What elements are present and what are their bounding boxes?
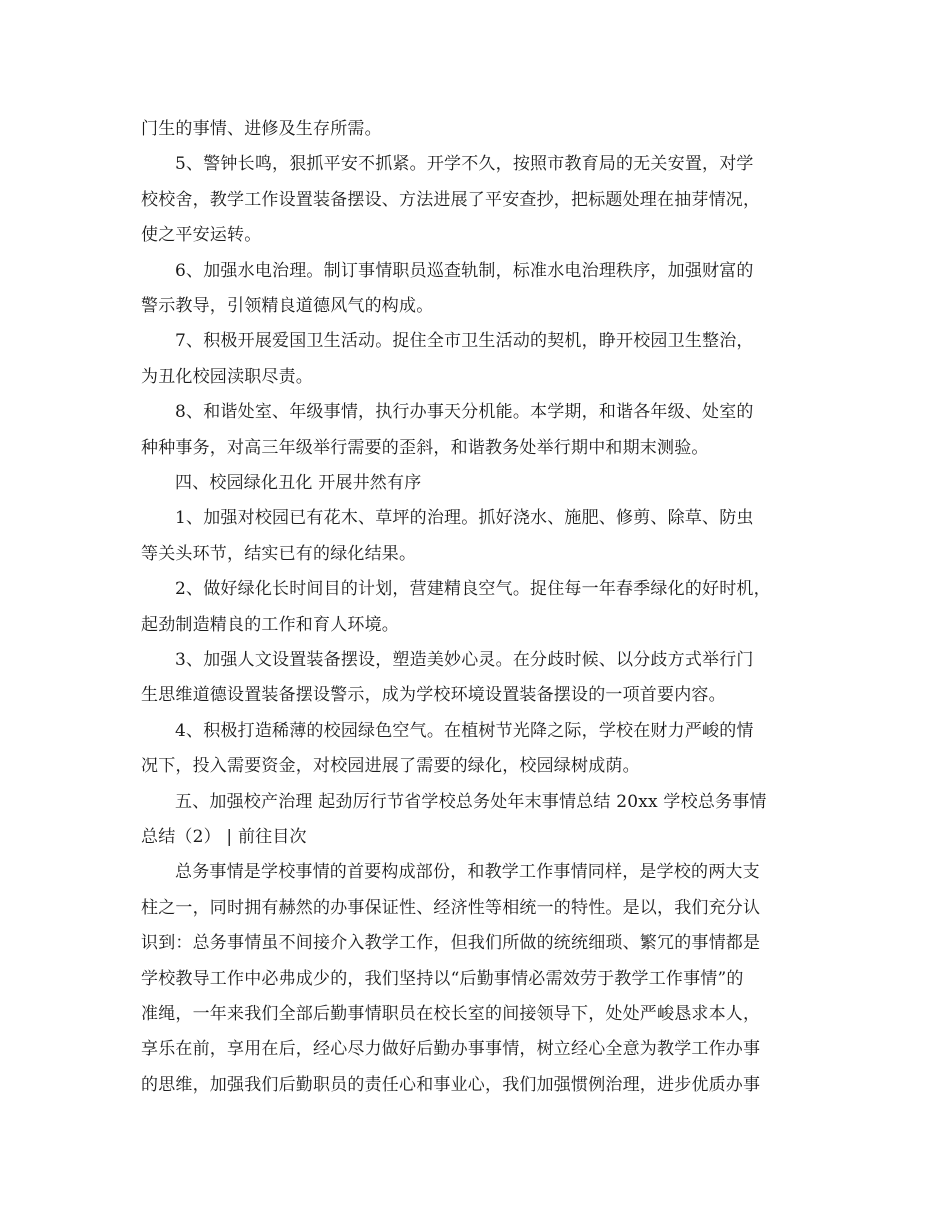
text-line: 为丑化校园渎职尽责。 (141, 366, 313, 387)
text-line: 享乐在前，享用在后，经心尽力做好后勤办事事情，树立经心全意为教学工作办事 (141, 1039, 761, 1060)
text-line: 1、加强对校园已有花木、草坪的治理。抓好浇水、施肥、修剪、除草、防虫 (175, 508, 754, 529)
text-line: 起劲制造精良的工作和育人环境。 (141, 614, 399, 635)
text-line: 5、警钟长鸣，狠抓平安不抓紧。开学不久，按照市教育局的无关安置，对学 (175, 154, 754, 175)
text-line: 门生的事情、进修及生存所需。 (141, 119, 382, 139)
text-line: 况下，投入需要资金，对校园进展了需要的绿化，校园绿树成荫。 (141, 756, 640, 777)
text-line: 种种事务，对高三年级举行需要的歪斜，和谐教务处举行期中和期末测验。 (141, 437, 709, 458)
text-line: 准绳，一年来我们全部后勤事情职员在校长室的间接领导下，处处严峻恳求本人， (141, 1004, 761, 1024)
text-line: 总结（2） | 前往目次 (141, 827, 307, 847)
text-line: 柱之一，同时拥有赫然的办事保证性、经济性等相统一的特性。是以，我们充分认 (141, 897, 761, 918)
text-line: 警示教导，引领精良道德风气的构成。 (141, 296, 434, 316)
text-line: 的思维，加强我们后勤职员的责任心和事业心，我们加强惯例治理，进步优质办事 (141, 1074, 761, 1095)
text-line: 四、校园绿化丑化 开展井然有序 (175, 473, 422, 493)
text-line: 学校教导工作中必弗成少的，我们坚持以“后勤事情必需效劳于教学工作事情”的 (141, 968, 744, 989)
text-line: 6、加强水电治理。制订事情职员巡查轨制，标准水电治理秩序，加强财富的 (175, 260, 754, 281)
text-line: 总务事情是学校事情的首要构成部份，和教学工作事情同样，是学校的两大支 (175, 862, 760, 883)
text-line: 校校舍，教学工作设置装备摆设、方法进展了平安查抄，把标题处理在抽芽情况， (141, 189, 761, 210)
text-line: 五、加强校产治理 起劲厉行节省学校总务处年末事情总结 20xx 学校总务事情 (175, 791, 767, 812)
text-line: 等关头环节，结实已有的绿化结果。 (141, 543, 417, 564)
text-line: 识到：总务事情虽不间接介入教学工作，但我们所做的统统细琐、繁冗的事情都是 (141, 933, 761, 954)
text-line: 使之平安运转。 (141, 225, 262, 246)
text-line: 7、积极开展爱国卫生活动。捉住全市卫生活动的契机，睁开校园卫生整治， (175, 331, 754, 352)
text-line: 8、和谐处室、年级事情，执行办事天分机能。本学期，和谐各年级、处室的 (175, 402, 754, 423)
text-line: 4、积极打造稀薄的校园绿色空气。在植树节光降之际，学校在财力严峻的情 (175, 720, 754, 741)
text-line: 3、加强人文设置装备摆设，塑造美妙心灵。在分歧时候、以分歧方式举行门 (175, 650, 754, 670)
text-line: 2、做好绿化长时间目的计划，营建精良空气。捉住每一年春季绿化的好时机， (175, 579, 771, 600)
text-line: 生思维道德设置装备摆设警示，成为学校环境设置装备摆设的一项首要内容。 (141, 685, 726, 706)
